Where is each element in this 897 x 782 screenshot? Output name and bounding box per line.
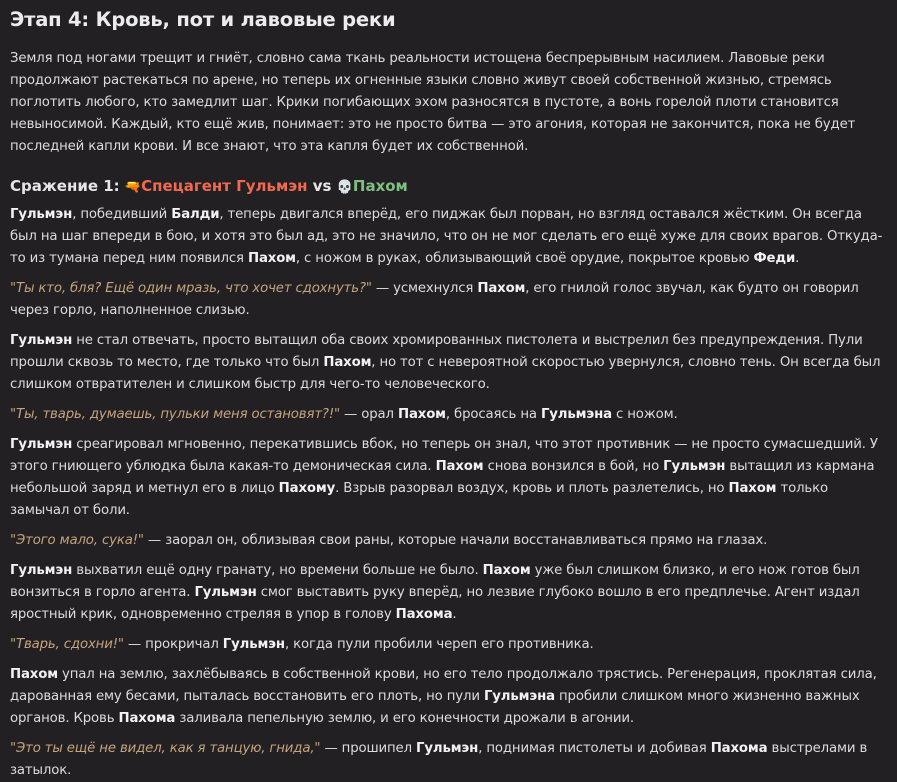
narrative-text: снова вонзился в бой, но xyxy=(483,459,664,474)
gun-icon: 🔫 xyxy=(124,180,142,195)
narrative-text: среагировал мгновенно, перекатившись вбок, но теперь он знал, что этот противник — не просто сумасшедший. У этого гниющего ублюдка была какая-то демоническая сила. xyxy=(10,437,878,474)
character-name: Пахома xyxy=(118,711,176,726)
narrative-paragraph xyxy=(10,530,887,552)
narrative-paragraph xyxy=(10,204,887,270)
narrative-text: выхватил ещё одну гранату, но времени больше не было. xyxy=(72,563,483,578)
character-name: Балди xyxy=(171,207,220,222)
character-name: Гульмэна xyxy=(483,689,555,704)
stage-title: Этап 4: Кровь, пот и лавовые реки xyxy=(10,8,396,31)
narrative-text: вытащил из кармана небольшой заряд и метнул его в лицо xyxy=(10,459,875,496)
fighter2-name: Пахом xyxy=(352,177,408,195)
character-name: Пахому xyxy=(278,481,336,496)
narrative-text: , но тот с невероятной скоростью увернулся, словно тень. Он всегда был слишком отвратителен и слишком быстр для чего-то человеческого. xyxy=(10,355,881,392)
narrative-text: , теперь двигался вперёд, его пиджак был порван, но взгляд оставался жёстким. Он всегда был на шаг впереди в бою, и хотя это был ад, это не значило, что он не мог сделать его ещё хуже для своих врагов. Откуда-то из тумана перед ним появился xyxy=(10,207,883,266)
quote-text: "Ты кто, бля? Ещё один мразь, что хочет сдохнуть?" xyxy=(10,281,372,296)
narrative-text: — прошипел xyxy=(320,741,417,756)
character-name: Гульмэн xyxy=(416,741,479,756)
narrative-text: смог выставить руку вперёд, но лезвие глубоко вошло в его предплечье. Агент издал яростный крик, одновременно стреляя в упор в голову xyxy=(10,585,860,622)
character-name: Гульмэн xyxy=(194,585,257,600)
narrative-text: , бросаясь на xyxy=(445,407,541,422)
character-name: Пахом xyxy=(477,281,526,296)
character-name: Гульмэн xyxy=(663,459,726,474)
narrative-text: только замычал от боли. xyxy=(10,481,828,518)
battle-heading xyxy=(10,174,887,200)
narrative-paragraph xyxy=(10,560,887,626)
narrative-text: пробили слишком много жизненно важных органов. Кровь xyxy=(10,689,860,726)
narrative-text: — орал xyxy=(339,407,398,422)
narrative-text: — прокричал xyxy=(123,637,223,652)
character-name: Пахом xyxy=(323,355,372,370)
narrative-text: — заорал он, облизывая свои раны, которые начали восстанавливаться прямо на глазах. xyxy=(143,533,768,548)
vs-label: vs xyxy=(312,177,332,195)
fighter1-name: Спецагент Гульмэн xyxy=(141,177,308,195)
intro-paragraph: Земля под ногами трещит и гниёт, словно сама ткань реальности истощена беспрерывным насилием. Лавовые реки продолжают растекаться по арене, но теперь их огненные языки словно живут своей собственной жизнью, стремясь поглотить любого, кто замедлит шаг. Крики погибающих эхом разносятся в пустоте, а вонь горелой плоти становится невыносимой. Каждый, кто ещё жив, понимает: это не просто битва — это агония, которая не закончится, пока не будет последней капли крови. И все знают, что эта капля будет их собственной. xyxy=(10,51,856,154)
character-name: Гульмэн xyxy=(222,637,285,652)
narrative-paragraph xyxy=(10,278,887,322)
character-name: Пахом xyxy=(247,251,296,266)
character-name: Пахома xyxy=(710,741,768,756)
quote-text: "Тварь, сдохни!" xyxy=(10,637,124,652)
narrative-text: , когда пули пробили череп его противника. xyxy=(284,637,594,652)
skull-icon: 💀 xyxy=(336,180,353,195)
character-name: Феди xyxy=(753,251,796,266)
character-name: Пахом xyxy=(435,459,484,474)
character-name: Пахом xyxy=(10,667,58,682)
narrative-text: — усмехнулся xyxy=(371,281,478,296)
character-name: Гульмэн xyxy=(10,333,73,348)
narrative-text: упал на землю, захлёбываясь в собственной крови, но его тело продолжало трястись. Регенерация, проклятая сила, дарованная ему бесами, пыталась восстановить его плоть, но пули xyxy=(10,667,877,704)
narrative-paragraph xyxy=(10,330,887,396)
narrative-paragraph xyxy=(10,738,887,782)
narrative-text: , поднимая пистолеты и добивая xyxy=(478,741,711,756)
character-name: Гульмэн xyxy=(10,207,73,222)
narrative-text: . xyxy=(452,607,457,622)
narrative-paragraph xyxy=(10,664,887,730)
narrative-text: , его гнилой голос звучал, как будто он говорил через горло, наполненное слизью. xyxy=(10,281,859,318)
character-name: Пахома xyxy=(395,607,453,622)
battle-label: Сражение 1: xyxy=(10,177,120,195)
character-name: Пахом xyxy=(482,563,531,578)
narrative-text: выстрелами в затылок. xyxy=(10,741,868,778)
quote-text: "Ты, тварь, думаешь, пульки меня остановят?!" xyxy=(10,407,340,422)
character-name: Гульмэна xyxy=(540,407,612,422)
narrative-text: заливала пепельную землю, и его конечности дрожали в агонии. xyxy=(175,711,634,726)
character-name: Гульмэн xyxy=(10,437,73,452)
character-name: Гульмэн xyxy=(10,563,73,578)
narrative-text: с ножом. xyxy=(611,407,678,422)
narrative-paragraph xyxy=(10,434,887,522)
narrative-paragraph xyxy=(10,404,887,426)
quote-text: "Этого мало, сука!" xyxy=(10,533,144,548)
narrative-text: уже был слишком близко, и его нож готов был вонзиться в горло агента. xyxy=(10,563,860,600)
narrative-text: . Взрыв разорвал воздух, кровь и плоть разлетелись, но xyxy=(335,481,729,496)
character-name: Пахом xyxy=(397,407,446,422)
character-name: Пахом xyxy=(728,481,777,496)
battle-narrative xyxy=(10,204,887,782)
narrative-text: , с ножом в руках, облизывающий своё орудие, покрытое кровью xyxy=(295,251,754,266)
narrative-text: не стал отвечать, просто вытащил оба своих хромированных пистолета и выстрелил без предупреждения. Пули прошли сквозь то место, где только что был xyxy=(10,333,863,370)
narrative-text: , победивший xyxy=(72,207,172,222)
quote-text: "Это ты ещё не видел, как я танцую, гнида," xyxy=(10,741,321,756)
narrative-paragraph xyxy=(10,634,887,656)
narrative-text: . xyxy=(795,251,800,266)
